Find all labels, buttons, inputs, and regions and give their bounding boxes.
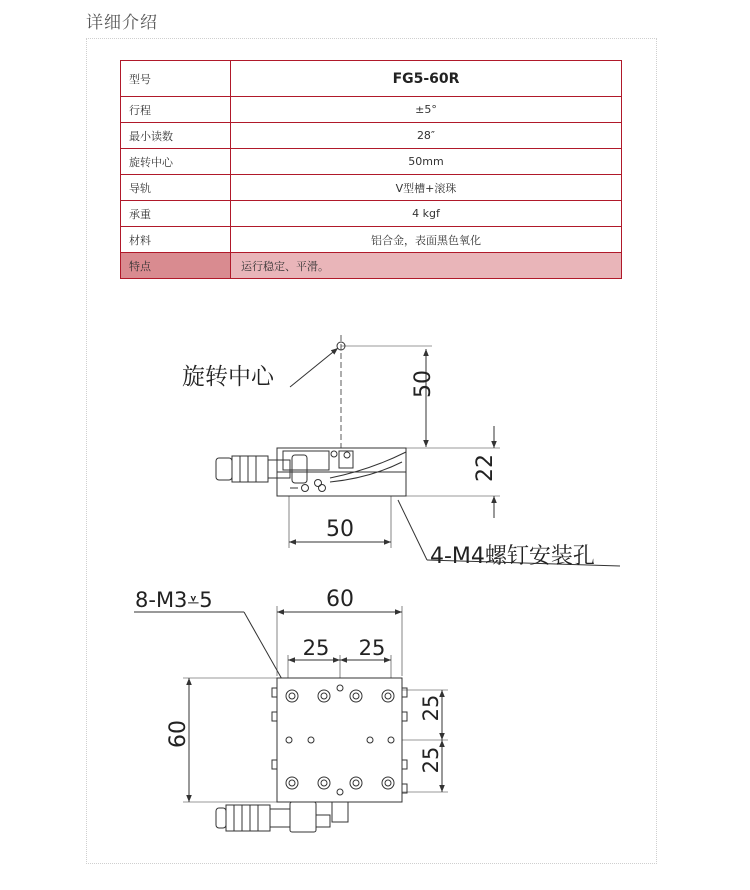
spec-label: 材料 [121,227,231,253]
dim-width-60: 60 [326,587,354,612]
spec-value: 铝合金，表面黑色氧化 [231,227,622,253]
thread-callout-label: 8-M3⩡5 [135,588,213,612]
section-title: 详细介绍 [86,13,158,33]
dim-height-60: 60 [166,720,191,748]
rotation-center-label: 旋转中心 [182,364,274,390]
dim-25-lower: 25 [419,746,443,774]
dim-height-50: 50 [411,370,436,398]
spec-value-model: FG5-60R [231,61,622,97]
dim-25-right: 25 [358,636,386,660]
spec-label: 行程 [121,97,231,123]
spec-label: 旋转中心 [121,149,231,175]
dim-25-left: 25 [302,636,330,660]
spec-value: 4 kgf [231,201,622,227]
spec-label: 导轨 [121,175,231,201]
spec-value: 运行稳定、平滑。 [231,253,622,279]
side-view [216,335,620,566]
spec-value: 50mm [231,149,622,175]
spec-label: 承重 [121,201,231,227]
dim-width-50: 50 [326,517,354,542]
spec-value: 28″ [231,123,622,149]
mount-hole-label: 4-M4螺钉安装孔 [430,544,595,569]
spec-value: ±5° [231,97,622,123]
spec-label: 最小读数 [121,123,231,149]
top-view [134,606,448,832]
spec-label: 型号 [121,61,231,97]
dim-25-upper: 25 [419,694,443,722]
dim-height-22: 22 [473,454,498,482]
spec-label: 特点 [121,253,231,279]
spec-value: V型槽+滚珠 [231,175,622,201]
